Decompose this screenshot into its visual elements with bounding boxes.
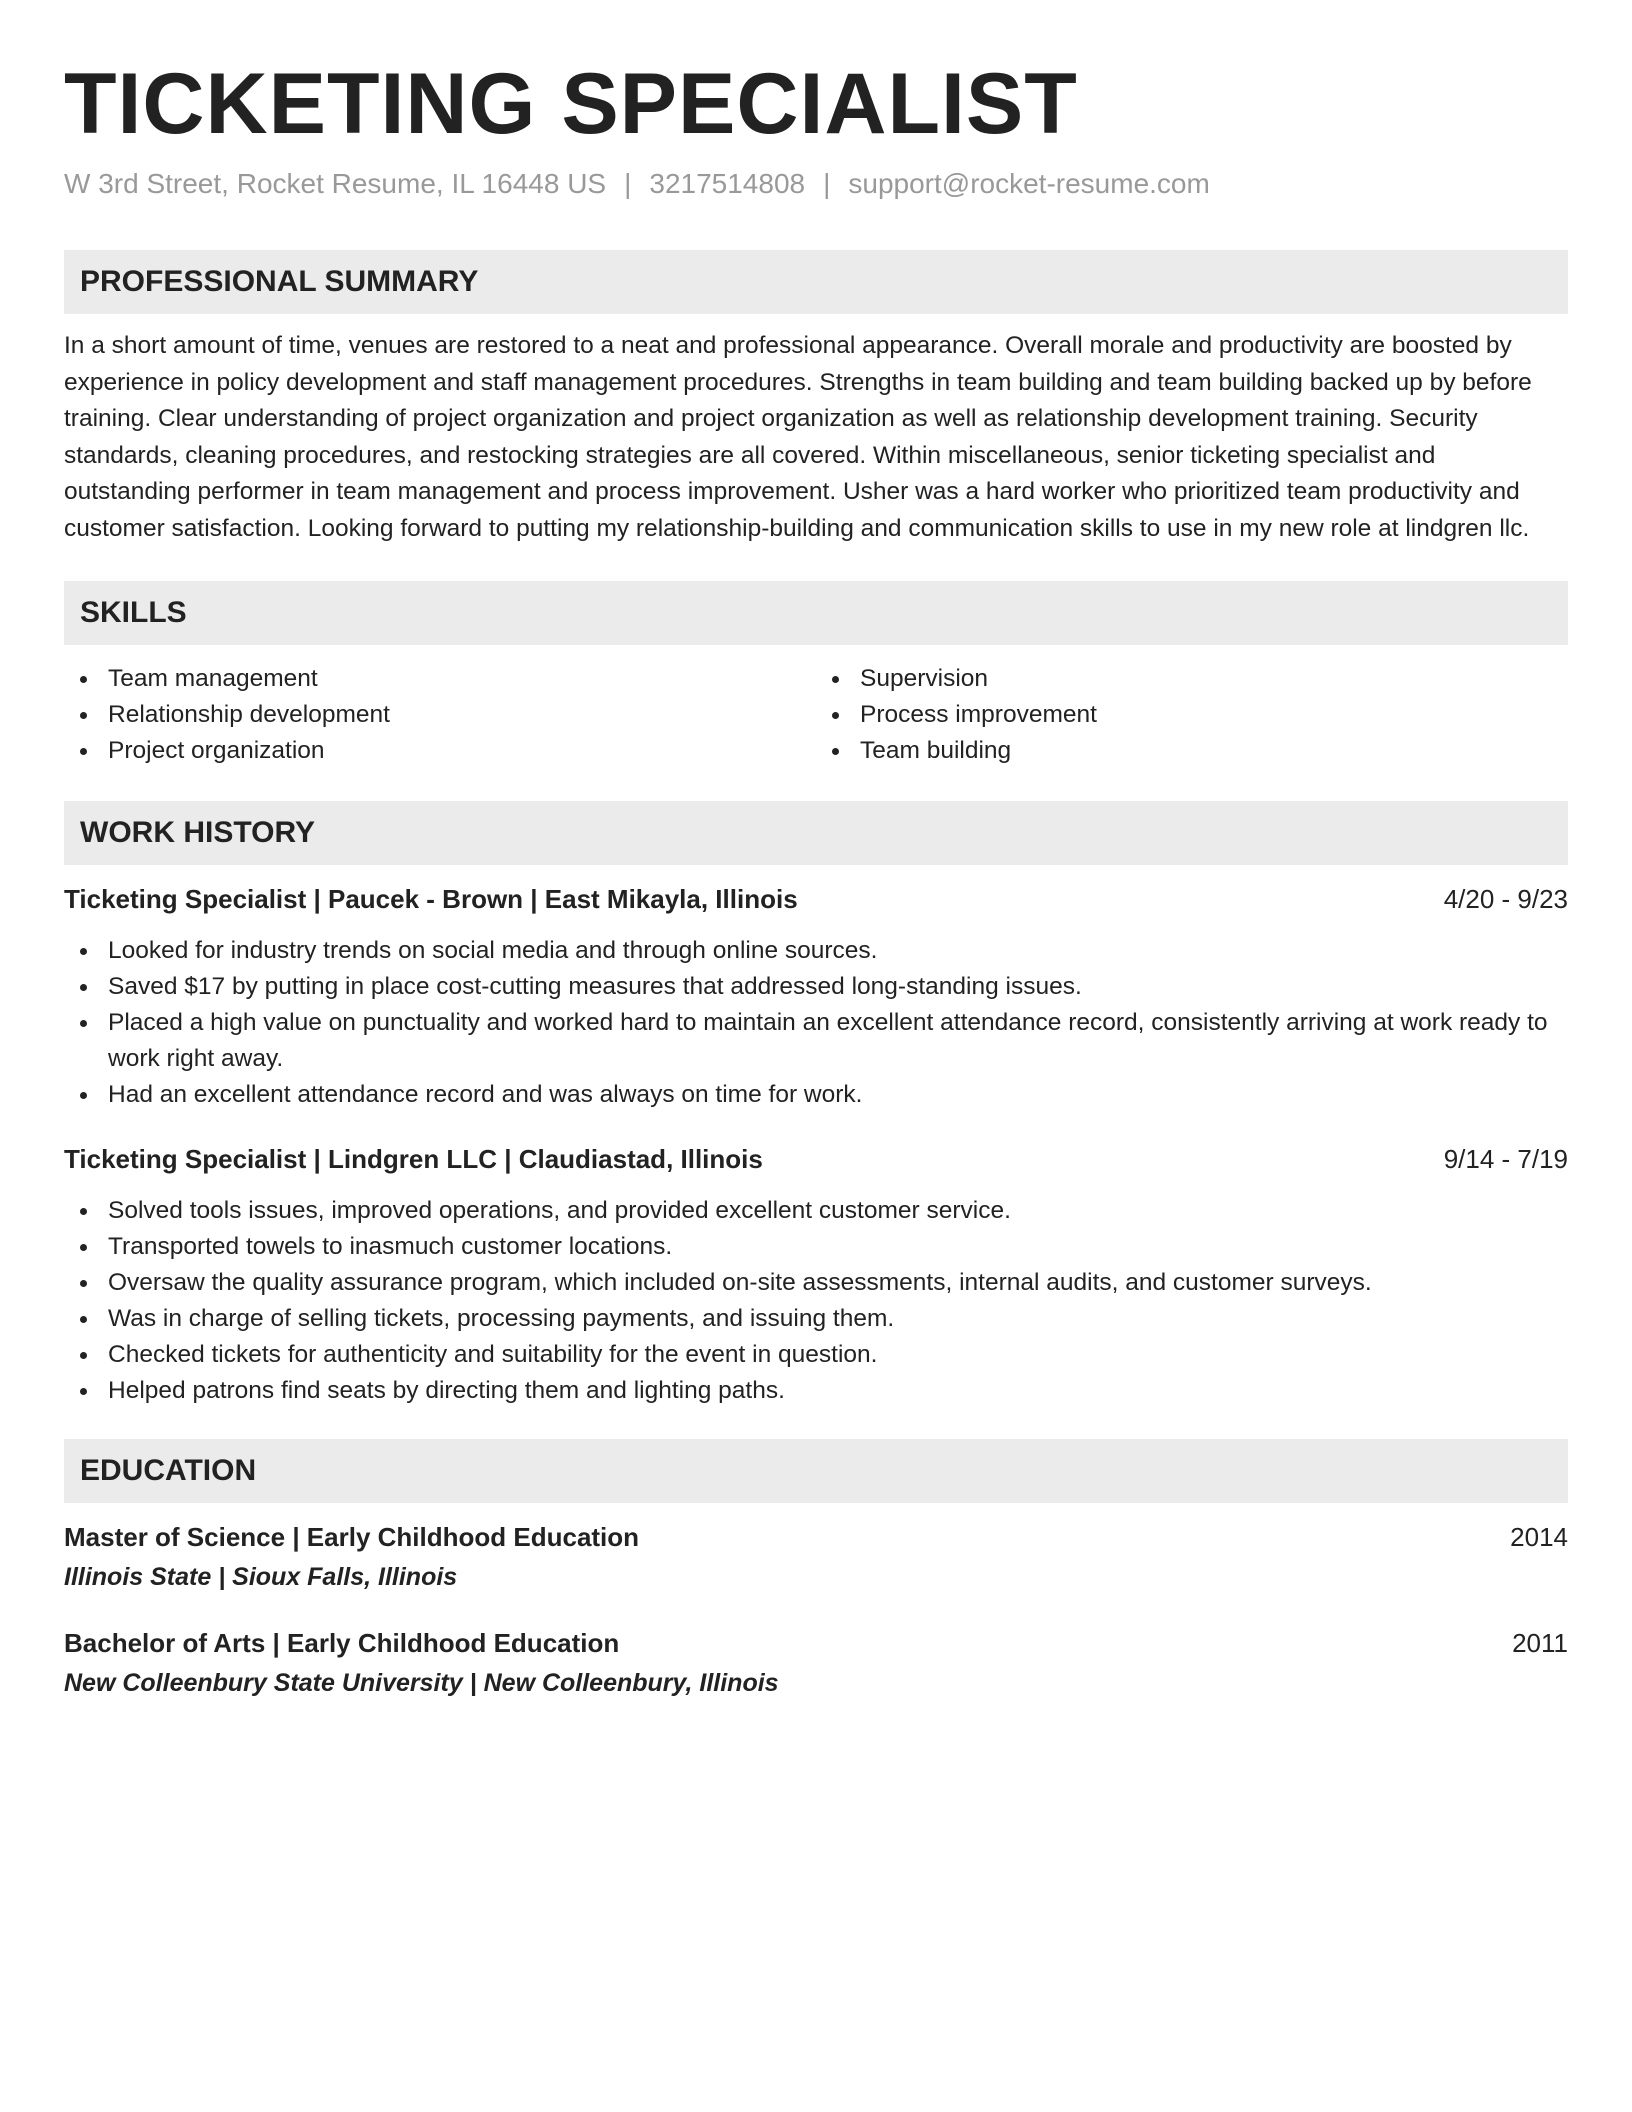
job-bullet: Transported towels to inasmuch customer locations.	[64, 1229, 1568, 1265]
education-header	[64, 1519, 1568, 1555]
job-bullets	[64, 933, 1568, 1113]
job-bullet: Oversaw the quality assurance program, which included on-site assessments, internal audits, and customer surveys.	[64, 1265, 1568, 1301]
summary-section-title: PROFESSIONAL SUMMARY	[80, 265, 479, 298]
candidate-name: TICKETING SPECIALIST	[64, 56, 1078, 152]
education-entry	[64, 1519, 1568, 1595]
job-bullet: Helped patrons find seats by directing them and lighting paths.	[64, 1373, 1568, 1409]
education-school: New Colleenbury State University | New Colleenbury, Illinois	[64, 1669, 779, 1697]
summary-section-header	[64, 250, 1568, 314]
education-header	[64, 1625, 1568, 1661]
job-title: Ticketing Specialist | Lindgren LLC | Claudiastad, Illinois	[64, 1144, 763, 1174]
skill-item: Project organization	[64, 733, 816, 769]
work-section-header	[64, 801, 1568, 865]
contact-separator: |	[624, 168, 632, 199]
job-bullet: Had an excellent attendance record and was always on time for work.	[64, 1077, 1568, 1113]
work-section-title: WORK HISTORY	[80, 816, 316, 849]
education-year: 2011	[1512, 1628, 1568, 1658]
education-section-header	[64, 1439, 1568, 1503]
skills-list	[64, 661, 1568, 769]
job-bullet: Looked for industry trends on social media and through online sources.	[64, 933, 1568, 969]
job-title: Ticketing Specialist | Paucek - Brown | East Mikayla, Illinois	[64, 884, 798, 914]
education-entry	[64, 1625, 1568, 1701]
skills-section-header	[64, 581, 1568, 645]
job-bullets	[64, 1193, 1568, 1409]
job-bullet: Checked tickets for authenticity and suitability for the event in question.	[64, 1337, 1568, 1373]
job-dates: 4/20 - 9/23	[1443, 884, 1568, 914]
job-bullet: Solved tools issues, improved operations, and provided excellent customer service.	[64, 1193, 1568, 1229]
skill-item: Supervision	[816, 661, 1568, 697]
job-header	[64, 1141, 1568, 1177]
skill-item: Relationship development	[64, 697, 816, 733]
skill-item: Process improvement	[816, 697, 1568, 733]
job-dates: 9/14 - 7/19	[1443, 1144, 1568, 1174]
education-degree: Master of Science | Early Childhood Education	[64, 1522, 640, 1552]
skills-column-left	[64, 661, 816, 769]
job-entry	[64, 881, 1568, 1113]
education-school: Illinois State | Sioux Falls, Illinois	[64, 1563, 458, 1591]
skill-item: Team building	[816, 733, 1568, 769]
contact-separator: |	[823, 168, 831, 199]
contact-address: W 3rd Street, Rocket Resume, IL 16448 US	[64, 168, 607, 199]
job-header	[64, 881, 1568, 917]
job-bullet: Was in charge of selling tickets, processing payments, and issuing them.	[64, 1301, 1568, 1337]
education-degree: Bachelor of Arts | Early Childhood Education	[64, 1628, 620, 1658]
job-entry	[64, 1141, 1568, 1409]
job-bullet: Saved $17 by putting in place cost-cutting measures that addressed long-standing issues.	[64, 969, 1568, 1005]
skills-column-right	[816, 661, 1568, 769]
skills-section-title: SKILLS	[80, 596, 187, 629]
contact-phone: 3217514808	[649, 168, 806, 199]
summary-text: In a short amount of time, venues are restored to a neat and professional appearance. Overall morale and productivity are boosted by experience in policy development and staff management procedures. Strengths in team building and team building backed up by before training. Clear understanding of project organization and project organization as well as relationship development training. Security standards, cleaning procedures, and restocking strategies are all covered. Within miscellaneous, senior ticketing specialist and outstanding performer in team management and process improvement. Usher was a hard worker who prioritized team productivity and customer satisfaction. Looking forward to putting my relationship-building and communication skills to use in my new role at lindgren llc.	[64, 332, 1532, 542]
job-bullet: Placed a high value on punctuality and worked hard to maintain an excellent attendance record, consistently arriving at work ready to work right away.	[64, 1005, 1568, 1077]
education-year: 2014	[1510, 1522, 1568, 1552]
contact-email[interactable]: support@rocket-resume.com	[848, 168, 1210, 199]
resume-page	[64, 0, 1568, 1701]
skill-item: Team management	[64, 661, 816, 697]
education-section-title: EDUCATION	[80, 1454, 257, 1487]
contact-line	[64, 166, 1568, 202]
